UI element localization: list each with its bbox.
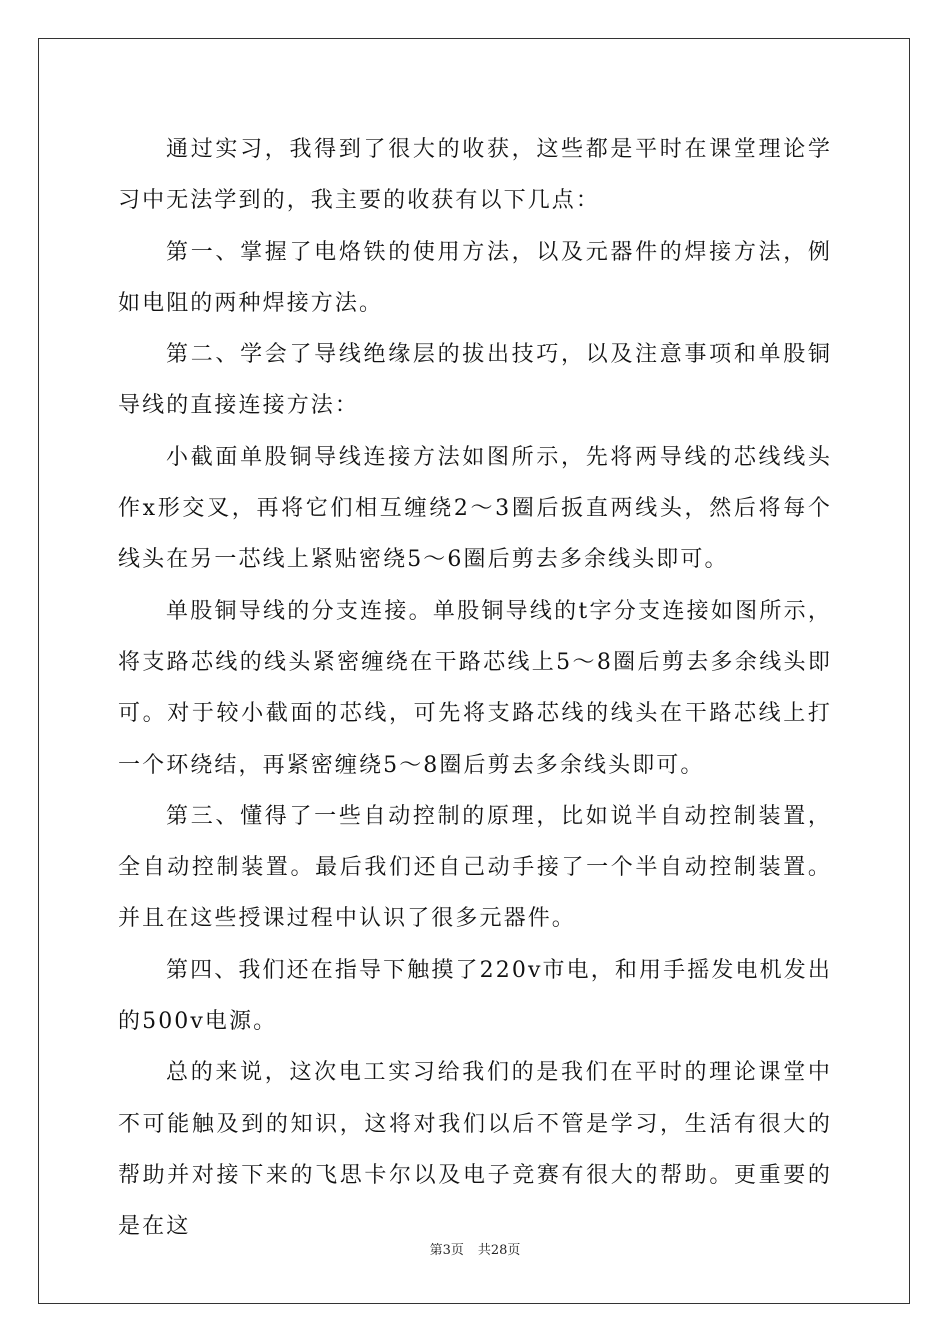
paragraph-8: 总的来说，这次电工实习给我们的是我们在平时的理论课堂中不可能触及到的知识，这将对我们以后不管是学习，生活有很大的帮助并对接下来的飞思卡尔以及电子竞赛有很大的帮助。更重要的是在这 — [118, 1060, 832, 1240]
paragraph-6: 第三、懂得了一些自动控制的原理，比如说半自动控制装置，全自动控制装置。最后我们还自己动手接了一个半自动控制装置。并且在这些授课过程中认识了很多元器件。 — [118, 803, 832, 932]
paragraph-1: 通过实习，我得到了很大的收获，这些都是平时在课堂理论学习中无法学到的，我主要的收获有以下几点： — [118, 137, 832, 214]
paragraph-3: 第二、学会了导线绝缘层的拔出技巧，以及注意事项和单股铜导线的直接连接方法： — [118, 342, 832, 419]
document-body — [118, 124, 832, 1253]
paragraph-5: 单股铜导线的分支连接。单股铜导线的t字分支连接如图所示，将支路芯线的线头紧密缠绕在干路芯线上5～8圈后剪去多余线头即可。对于较小截面的芯线，可先将支路芯线的线头在干路芯线上打一个环绕结，再紧密缠绕5～8圈后剪去多余线头即可。 — [118, 598, 832, 778]
paragraph-2: 第一、掌握了电烙铁的使用方法，以及元器件的焊接方法，例如电阻的两种焊接方法。 — [118, 239, 832, 316]
page-footer — [0, 1239, 950, 1258]
paragraph-4: 小截面单股铜导线连接方法如图所示，先将两导线的芯线线头作x形交叉，再将它们相互缠绕2～3圈后扳直两线头，然后将每个线头在另一芯线上紧贴密绕5～6圈后剪去多余线头即可。 — [118, 444, 832, 573]
page-total: 共28页 — [477, 1243, 521, 1258]
paragraph-7: 第四、我们还在指导下触摸了220v市电，和用手摇发电机发出的500v电源。 — [118, 957, 832, 1035]
page-number: 第3页 — [429, 1243, 464, 1258]
